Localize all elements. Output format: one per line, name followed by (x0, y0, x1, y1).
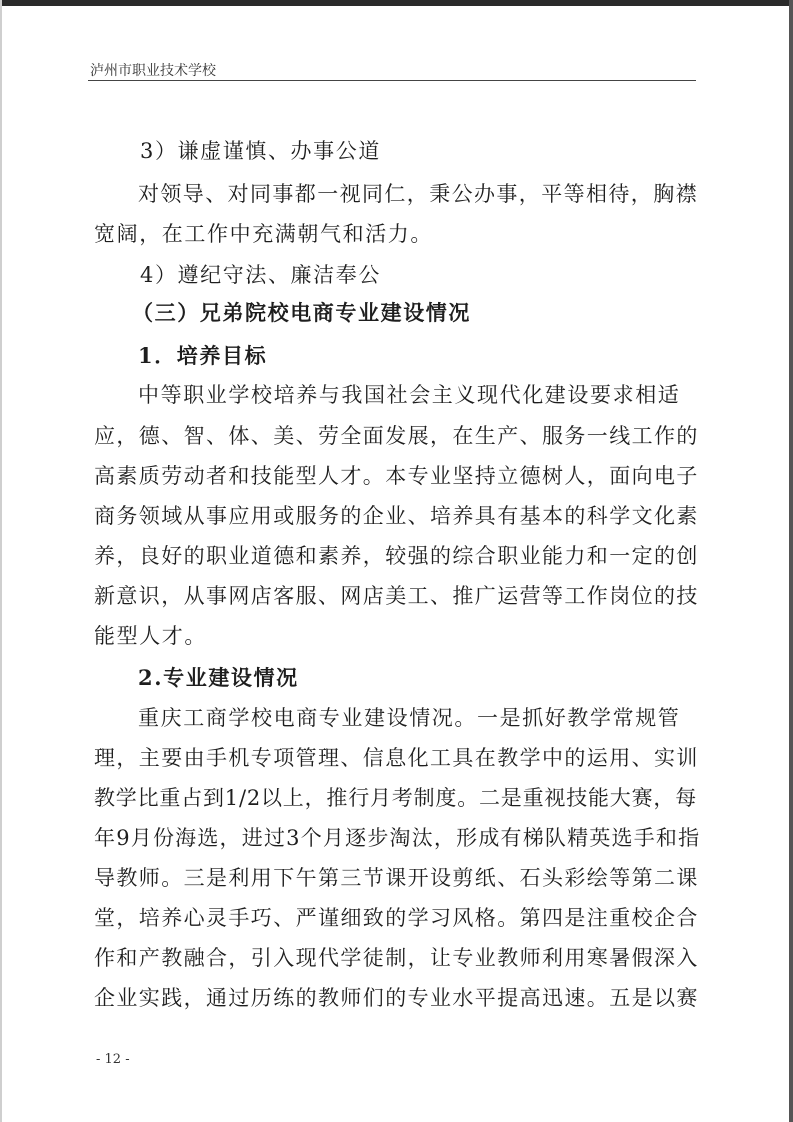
page-header: 泸州市职业技术学校 (90, 63, 216, 79)
scan-edge-right (789, 0, 793, 1122)
subsection-heading: 1．培养目标 (138, 343, 268, 368)
section-heading: （三）兄弟院校电商专业建设情况 (132, 300, 471, 325)
paragraph-line: 对领导、对同事都一视同仁，秉公办事，平等相待，胸襟 (138, 182, 698, 206)
paragraph-line: 能型人才。 (94, 624, 207, 648)
paragraph-line: 导教师。三是利用下午第三节课开设剪纸、石头彩绘等第二课 (94, 866, 699, 890)
paragraph-line: 中等职业学校培养与我国社会主义现代化建设要求相适 (138, 383, 681, 407)
paragraph-line: 宽阔，在工作中充满朝气和活力。 (94, 222, 433, 246)
paragraph-line: 年9月份海选，进过3个月逐步淘汰，形成有梯队精英选手和指 (94, 826, 701, 850)
paragraph-line: 应，德、智、体、美、劳全面发展，在生产、服务一线工作的 (94, 424, 699, 448)
paragraph-line: 教学比重占到1/2以上，推行月考制度。二是重视技能大赛，每 (94, 786, 697, 810)
paragraph-line: 养，良好的职业道德和素养，较强的综合职业能力和一定的创 (94, 544, 699, 568)
paragraph-line: 商务领域从事应用或服务的企业、培养具有基本的科学文化素 (94, 504, 699, 528)
paragraph-line: 高素质劳动者和技能型人才。本专业坚持立德树人，面向电子 (94, 464, 699, 488)
scan-edge-left (0, 0, 2, 1122)
paragraph-line: 3）谦虚谨慎、办事公道 (140, 139, 381, 163)
paragraph-line: 重庆工商学校电商专业建设情况。一是抓好教学常规管 (138, 706, 681, 730)
scan-edge-top (0, 0, 793, 6)
paragraph-line: 作和产教融合，引入现代学徒制，让专业教师利用寒暑假深入 (94, 946, 699, 970)
paragraph-line: 理，主要由手机专项管理、信息化工具在教学中的运用、实训 (94, 746, 699, 770)
subsection-heading: 2.专业建设情况 (138, 665, 299, 690)
paragraph-line: 4）遵纪守法、廉洁奉公 (140, 263, 381, 287)
paragraph-line: 企业实践，通过历练的教师们的专业水平提高迅速。五是以赛 (94, 986, 699, 1010)
page-number: - 12 - (96, 1052, 130, 1067)
paragraph-line: 堂，培养心灵手巧、严谨细致的学习风格。第四是注重校企合 (94, 906, 699, 930)
paragraph-line: 新意识，从事网店客服、网店美工、推广运营等工作岗位的技 (94, 584, 699, 608)
header-divider (88, 80, 696, 81)
